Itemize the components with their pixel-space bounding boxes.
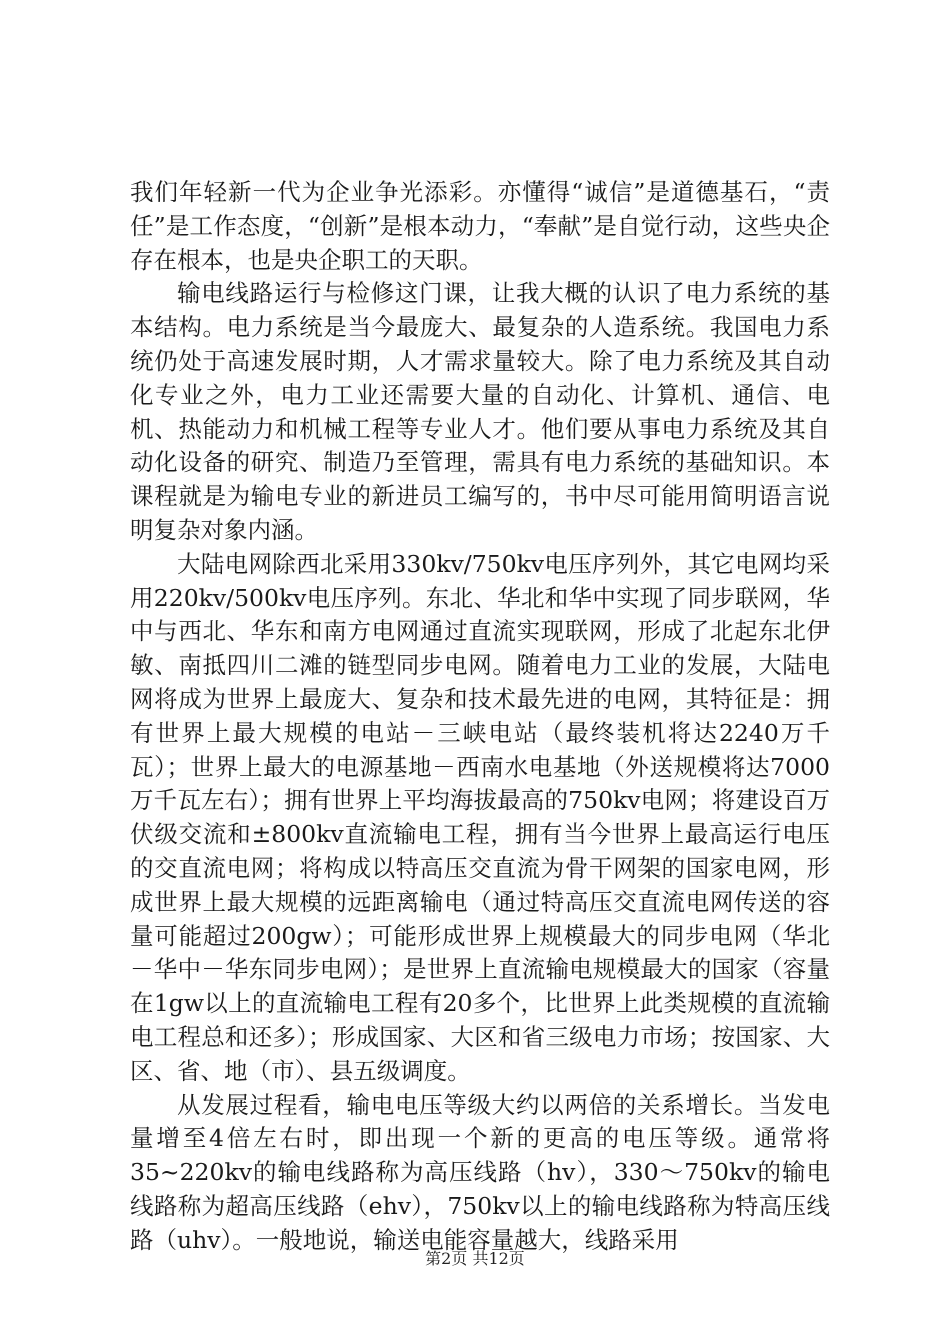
paragraph-3: 大陆电网除西北采用330kv/750kv电压序列外，其它电网均采用220kv/500kv电压序列。东北、华北和华中实现了同步联网，华中与西北、华东和南方电网通过直流实现联网，形成了北起东北伊敏、南抵四川二滩的链型同步电网。随着电力工业的发展，大陆电网将成为世界上最庞大、复杂和技术最先进的电网，其特征是：拥有世界上最大规模的电站－三峡电站（最终装机将达2240万千瓦）；世界上最大的电源基地－西南水电基地（外送规模将达7000万千瓦左右）；拥有世界上平均海拔最高的750kv电网；将建设百万伏级交流和±800kv直流输电工程，拥有当今世界上最高运行电压的交直流电网；将构成以特高压交直流为骨干网架的国家电网，形成世界上最大规模的远距离输电（通过特高压交直流电网传送的容量可能超过200gw）；可能形成世界上规模最大的同步电网（华北－华中－华东同步电网）；是世界上直流输电规模最大的国家（容量在1gw以上的直流输电工程有20多个，比世界上此类规模的直流输电工程总和还多）；形成国家、大区和省三级电力市场；按国家、大区、省、地（市）、县五级调度。 bbox=[130, 549, 830, 1085]
paragraph-4: 从发展过程看，输电电压等级大约以两倍的关系增长。当发电量增至4倍左右时，即出现一个新的更高的电压等级。通常将35~220kv的输电线路称为高压线路（hv），330～750kv的输电线路称为超高压线路（ehv），750kv以上的输电线路称为特高压线路（uhv）。一般地说，输送电能容量越大，线路采用 bbox=[130, 1090, 830, 1254]
page-number-footer: 第2页 共12页 bbox=[425, 1249, 525, 1268]
document-body bbox=[130, 176, 830, 1258]
paragraph-1: 我们年轻新一代为企业争光添彩。亦懂得“诚信”是道德基石，“责任”是工作态度，“创新”是根本动力，“奉献”是自觉行动，这些央企存在根本，也是央企职工的天职。 bbox=[130, 178, 830, 274]
paragraph-2: 输电线路运行与检修这门课，让我大概的认识了电力系统的基本结构。电力系统是当今最庞大、最复杂的人造系统。我国电力系统仍处于高速发展时期，人才需求量较大。除了电力系统及其自动化专业之外，电力工业还需要大量的自动化、计算机、通信、电机、热能动力和机械工程等专业人才。他们要从事电力系统及其自动化设备的研究、制造乃至管理，需具有电力系统的基础知识。本课程就是为输电专业的新进员工编写的，书中尽可能用简明语言说明复杂对象内涵。 bbox=[130, 279, 830, 544]
